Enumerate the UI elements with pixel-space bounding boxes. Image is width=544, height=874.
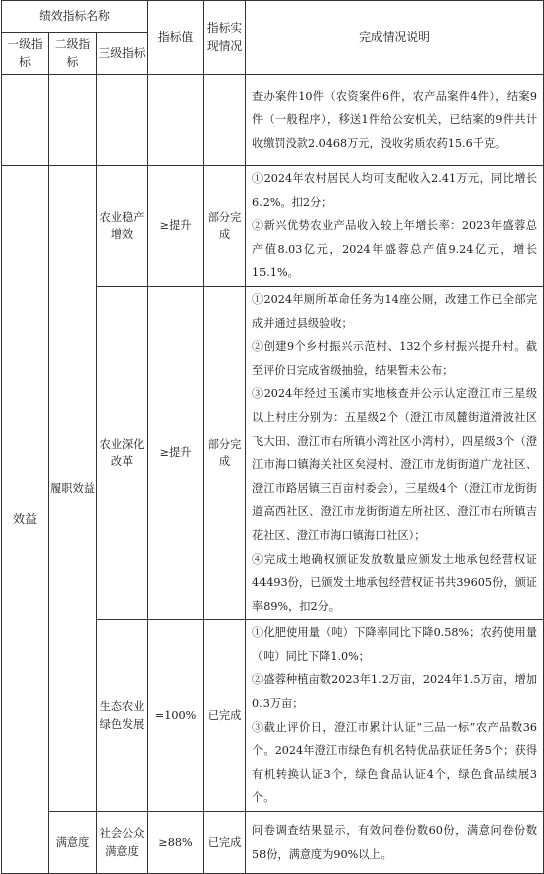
target-satisfaction: ≥88% [148, 812, 204, 874]
target-reform: ≥提升 [148, 286, 204, 619]
header-level2: 二级指标 [49, 33, 97, 75]
header-level1: 一级指标 [2, 33, 49, 75]
level3-satisfaction: 社会公众满意度 [97, 812, 148, 874]
achievement-satisfaction: 已完成 [204, 812, 246, 874]
table-row-case [2, 75, 544, 166]
income-description: ①2024年农村居民人均可支配收入2.41万元，同比增长6.2%。扣2分； ②新兴优势农业产品收入较上年增长率：2023年盛蓉总产值8.03亿元，2024年盛蓉总产值9.24亿元，增长15.1%。 [246, 166, 544, 287]
level2-performance: 履职效益 [49, 166, 97, 812]
level3-green: 生态农业绿色发展 [97, 620, 148, 812]
level1-effect: 效益 [2, 166, 49, 874]
header-row-1 [2, 1, 544, 33]
table-row-income [2, 166, 544, 287]
achievement-green: 已完成 [204, 620, 246, 812]
performance-table [1, 0, 544, 874]
header-target-value: 指标值 [148, 1, 204, 75]
satisfaction-description: 问卷调查结果显示，有效问卷份数60份，满意问卷份数58份，满意度为90%以上。 [246, 812, 544, 874]
header-level3: 三级指标 [97, 33, 148, 75]
cell-empty [204, 75, 246, 166]
level2-satisfaction: 满意度 [49, 812, 97, 874]
cell-empty [97, 75, 148, 166]
header-description: 完成情况说明 [246, 1, 544, 75]
table-row-satisfaction [2, 812, 544, 874]
achievement-income: 部分完成 [204, 166, 246, 287]
level3-income: 农业稳产增效 [97, 166, 148, 287]
case-description: 查办案件10件（农资案件6件，农产品案件4件），结案9件（一般程序），移送1件给公安机关，已结案的9件共计收缴罚没款2.0468万元，没收劣质农药15.6千克。 [246, 75, 544, 166]
target-income: ≥提升 [148, 166, 204, 287]
achievement-reform: 部分完成 [204, 286, 246, 619]
cell-empty [148, 75, 204, 166]
target-green: =100% [148, 620, 204, 812]
header-achievement: 指标实现情况 [204, 1, 246, 75]
header-indicator-name: 绩效指标名称 [2, 1, 148, 33]
level3-reform: 农业深化改革 [97, 286, 148, 619]
reform-description: ①2024年厕所革命任务为14座公厕，改建工作已全部完成并通过县级验收； ②创建9个乡村振兴示范村、132个乡村振兴提升村。截至评价日完成省级抽验，结果暂未公布； ③2024年经过玉溪市实地核查并公示认定澄江市三星级以上村庄分别为：五星级2个（澄江市凤麓街道滑波社区飞大田、澄江市右所镇小湾社区小湾村），四星级3个（澄江市海口镇海关社区矣浸村、澄江市龙街街道广龙社区、澄江市路居镇三百亩村委会），三星级4个（澄江市龙街街道高西社区、澄江市龙街街道左所社区、澄江市右所镇吉花社区、澄江市海口镇海口社区）； ④完成土地确权颁证发放数量应颁发土地承包经营权证44493份，已颁发土地承包经营权证书共39605份，颁证率89%，扣2分。 [246, 286, 544, 619]
green-description: ①化肥使用量（吨）下降率同比下降0.58%；农药使用量（吨）同比下降1.0%； ②盛蓉种植亩数2023年1.2万亩，2024年1.5万亩，增加0.3万亩； ③截止评价日，澄江市累计认证“三品一标”农产品数36个。2024年澄江市绿色有机名特优品获证任务5个；获得有机转换认证3个，绿色食品认证4个，绿色食品续展3个。 [246, 620, 544, 812]
cell-empty [2, 75, 49, 166]
cell-empty [49, 75, 97, 166]
